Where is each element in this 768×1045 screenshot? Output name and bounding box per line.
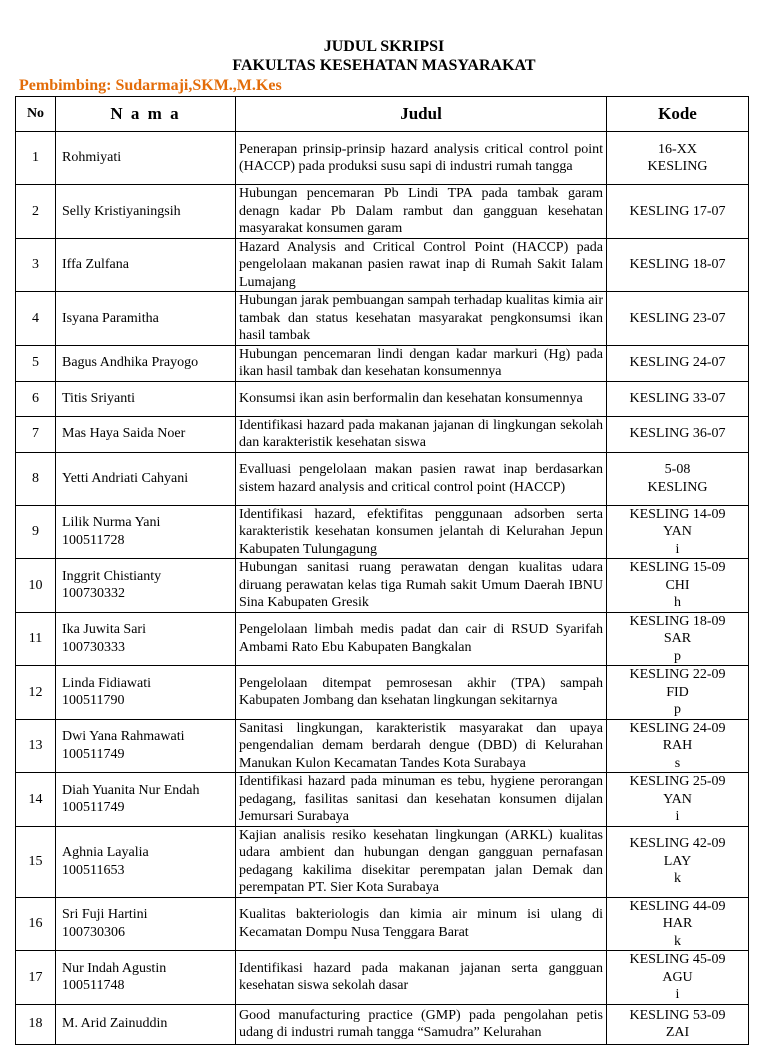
code-line-1: 5-08 <box>664 462 691 477</box>
code-cell <box>607 416 749 452</box>
code-line-3: i <box>675 987 680 1002</box>
table-row <box>16 185 749 239</box>
thesis-title: Sanitasi lingkungan, karakteristik masyarakat dan upaya pengendalian demam berdarah dengue (DBD) di Kelurahan Manukan Kulon Kecamatan Tandes Kota Surabaya <box>236 719 607 773</box>
student-cell <box>56 416 236 452</box>
code-line-1: KESLING 15-09 <box>629 560 726 575</box>
student-cell <box>56 719 236 773</box>
student-name: Aghnia Layalia <box>62 845 149 860</box>
row-number: 9 <box>16 505 56 559</box>
code-cell <box>607 826 749 897</box>
thesis-table <box>15 96 749 1045</box>
code-line-3: s <box>674 755 681 771</box>
code-line-1: KESLING 33-07 <box>629 390 726 406</box>
document-title: JUDUL SKRIPSI <box>323 38 445 55</box>
row-number: 2 <box>16 185 56 239</box>
student-cell <box>56 185 236 239</box>
thesis-title: Identifikasi hazard pada makanan jajanan di lingkungan sekolah dan karakteristik kesehatan siswa <box>236 416 607 452</box>
thesis-title: Identifikasi hazard, efektifitas penggunaan adsorben serta karakteristik kesehatan konsumen jelantah di Kelurahan Jepun Kabupaten Tulungagung <box>236 505 607 559</box>
student-name: Linda Fidiawati <box>62 675 152 691</box>
thesis-title: Hubungan sanitasi ruang perawatan dengan kualitas udara diruang perawatan kelas tiga Rumah sakit Umum Daerah IBNU Sina Kabupaten Gresik <box>236 559 607 613</box>
thesis-title: Penerapan prinsip-prinsip hazard analysis critical control point (HACCP) pada produksi susu sapi di industri rumah tangga <box>236 132 607 185</box>
table-row <box>16 1004 749 1044</box>
code-line-1: 16-XX <box>658 141 697 157</box>
table-row <box>16 719 749 773</box>
code-line-3: p <box>674 702 681 717</box>
student-cell <box>56 951 236 1005</box>
student-name: M. Arid Zainuddin <box>62 1016 168 1032</box>
code-cell <box>607 666 749 720</box>
code-line-1: KESLING 53-09 <box>629 1007 726 1023</box>
student-name: Mas Haya Saida Noer <box>62 426 186 442</box>
student-name: Rohmiyati <box>62 150 122 166</box>
code-line-2: LAY <box>663 853 692 869</box>
student-cell <box>56 452 236 505</box>
row-number: 14 <box>16 773 56 827</box>
student-cell <box>56 345 236 381</box>
row-number: 17 <box>16 951 56 1005</box>
thesis-title: Good manufacturing practice (GMP) pada pengolahan petis udang di industri rumah tangga “Samudra” Kelurahan <box>236 1004 607 1044</box>
thesis-title: Konsumsi ikan asin berformalin dan kesehatan konsumennya <box>236 381 607 416</box>
table-row <box>16 292 749 346</box>
row-number: 18 <box>16 1004 56 1044</box>
code-line-2: HAR <box>662 916 693 931</box>
student-cell <box>56 1004 236 1044</box>
code-line-2: KESLING <box>647 159 708 174</box>
table-row <box>16 897 749 951</box>
code-line-1: KESLING 44-09 <box>629 898 726 914</box>
row-number: 12 <box>16 666 56 720</box>
code-line-1: KESLING 45-09 <box>629 952 726 967</box>
row-number: 4 <box>16 292 56 346</box>
student-name: Nur Indah Agustin <box>62 960 167 976</box>
code-cell <box>607 381 749 416</box>
code-line-1: KESLING 18-09 <box>629 613 726 629</box>
code-line-1: KESLING 25-09 <box>629 774 726 789</box>
table-row <box>16 345 749 381</box>
code-line-1: KESLING 36-07 <box>629 426 726 442</box>
row-number: 13 <box>16 719 56 773</box>
column-header-nama: N a m a <box>56 97 236 132</box>
code-line-2: YAN <box>663 791 692 807</box>
student-nim: 100730306 <box>62 924 125 940</box>
student-cell <box>56 559 236 613</box>
faculty-title: FAKULTAS KESEHATAN MASYARAKAT <box>232 57 536 74</box>
code-cell <box>607 951 749 1005</box>
thesis-title: Kajian analisis resiko kesehatan lingkungan (ARKL) kualitas udara ambient dan hubungan dengan gangguan pernafasan pedagang kakilima disekitar perempatan jalan Demak dan perempatan PT. Sier Kota Surabaya <box>236 826 607 897</box>
student-name: Diah Yuanita Nur Endah <box>62 782 200 798</box>
table-row <box>16 416 749 452</box>
code-line-1: KESLING 17-07 <box>629 203 726 219</box>
student-name: Yetti Andriati Cahyani <box>62 470 189 486</box>
row-number: 5 <box>16 345 56 381</box>
table-header-row <box>16 97 749 132</box>
row-number: 7 <box>16 416 56 452</box>
column-header-kode: Kode <box>607 97 749 132</box>
code-line-1: KESLING 18-07 <box>629 257 726 272</box>
code-line-3: k <box>674 871 681 887</box>
row-number: 16 <box>16 897 56 951</box>
code-line-2: CHI <box>665 577 690 593</box>
row-number: 11 <box>16 612 56 666</box>
column-header-judul: Judul <box>236 97 607 132</box>
table-row <box>16 505 749 559</box>
student-nim: 100511749 <box>62 746 125 762</box>
code-cell <box>607 612 749 666</box>
row-number: 10 <box>16 559 56 613</box>
code-cell <box>607 185 749 239</box>
student-name: Inggrit Chistianty <box>62 568 162 584</box>
code-cell <box>607 452 749 505</box>
code-line-2: SAR <box>663 631 692 646</box>
code-cell <box>607 773 749 827</box>
row-number: 8 <box>16 452 56 505</box>
student-name: Selly Kristiyaningsih <box>62 203 181 219</box>
student-name: Isyana Paramitha <box>62 310 159 326</box>
thesis-title: Kualitas bakteriologis dan kimia air minum isi ulang di Kecamatan Dompu Nusa Tenggara Barat <box>236 897 607 951</box>
student-nim: 100730332 <box>62 586 125 602</box>
code-line-1: KESLING 24-07 <box>629 355 726 371</box>
code-cell <box>607 238 749 292</box>
code-line-1: KESLING 23-07 <box>629 310 726 326</box>
code-line-2: ZAI <box>665 1025 690 1040</box>
code-line-3: h <box>674 595 681 610</box>
student-cell <box>56 381 236 416</box>
table-row <box>16 238 749 292</box>
thesis-title: Identifikasi hazard pada minuman es tebu, hygiene perorangan pedagang, fasilitas sanitasi dan kesehatan konsumen dijalan Jemursari Surabaya <box>236 773 607 827</box>
student-nim: 100730333 <box>62 639 125 655</box>
thesis-title: Evalluasi pengelolaan makan pasien rawat inap berdasarkan sistem hazard analysis and critical control point (HACCP) <box>236 452 607 505</box>
supervisor-label: Pembimbing: Sudarmaji,SKM.,M.Kes <box>19 77 282 94</box>
code-cell <box>607 897 749 951</box>
code-line-3: i <box>675 809 680 824</box>
thesis-title: Hubungan pencemaran Pb Lindi TPA pada tambak garam denagn kadar Pb Dalam rambut dan gangguan kesehatan masyarakat konsumen garam <box>236 185 607 239</box>
code-line-1: KESLING 42-09 <box>629 836 726 852</box>
code-line-2: RAH <box>662 738 693 753</box>
code-line-3: p <box>674 648 681 664</box>
student-cell <box>56 505 236 559</box>
student-name: Ika Juwita Sari <box>62 622 146 638</box>
thesis-title: Pengelolaan ditempat pemrosesan akhir (TPA) sampah Kabupaten Jombang dan ksehatan lingkungan sekitarnya <box>236 666 607 720</box>
student-nim: 100511748 <box>62 978 125 994</box>
student-cell <box>56 826 236 897</box>
table-row <box>16 826 749 897</box>
column-header-no: No <box>16 97 56 132</box>
code-cell <box>607 132 749 185</box>
code-line-2: YAN <box>663 524 692 539</box>
code-cell <box>607 559 749 613</box>
student-name: Iffa Zulfana <box>62 257 129 272</box>
table-row <box>16 951 749 1005</box>
student-nim: 100511749 <box>62 800 125 816</box>
student-cell <box>56 132 236 185</box>
code-line-2: AGU <box>662 969 693 985</box>
row-number: 6 <box>16 381 56 416</box>
table-row <box>16 132 749 185</box>
code-cell <box>607 292 749 346</box>
table-row <box>16 559 749 613</box>
student-nim: 100511653 <box>62 862 125 878</box>
row-number: 1 <box>16 132 56 185</box>
thesis-title: Identifikasi hazard pada makanan jajanan serta gangguan kesehatan siswa sekolah dasar <box>236 951 607 1005</box>
row-number: 15 <box>16 826 56 897</box>
student-cell <box>56 238 236 292</box>
code-cell <box>607 1004 749 1044</box>
table-row <box>16 773 749 827</box>
thesis-title: Hubungan pencemaran lindi dengan kadar markuri (Hg) pada ikan hasil tambak dan kesehatan konsumennya <box>236 345 607 381</box>
code-line-2: KESLING <box>647 479 708 495</box>
thesis-title: Hubungan jarak pembuangan sampah terhadap kualitas kimia air tambak dan status kesehatan masyarakat pengkonsumsi ikan hasil tambak <box>236 292 607 346</box>
code-line-1: KESLING 24-09 <box>629 720 726 736</box>
thesis-title: Pengelolaan limbah medis padat dan cair di RSUD Syarifah Ambami Rato Ebu Kabupaten Bangkalan <box>236 612 607 666</box>
code-line-1: KESLING 14-09 <box>629 506 726 522</box>
student-nim: 100511790 <box>62 693 125 709</box>
code-cell <box>607 505 749 559</box>
student-cell <box>56 773 236 827</box>
code-cell <box>607 719 749 773</box>
code-cell <box>607 345 749 381</box>
code-line-2: FID <box>666 684 689 700</box>
student-name: Sri Fuji Hartini <box>62 907 148 923</box>
student-nim: 100511728 <box>62 532 125 548</box>
student-name: Lilik Nurma Yani <box>62 515 161 531</box>
student-cell <box>56 897 236 951</box>
table-row <box>16 452 749 505</box>
thesis-title: Hazard Analysis and Critical Control Point (HACCP) pada pengelolaan makanan pasien rawat inap di Rumah Sakit Ialam Lumajang <box>236 238 607 292</box>
student-cell <box>56 612 236 666</box>
table-row <box>16 612 749 666</box>
student-name: Titis Sriyanti <box>62 390 136 406</box>
student-name: Dwi Yana Rahmawati <box>62 729 185 745</box>
code-line-3: i <box>675 541 680 557</box>
row-number: 3 <box>16 238 56 292</box>
table-row <box>16 666 749 720</box>
student-cell <box>56 292 236 346</box>
student-name: Bagus Andhika Prayogo <box>62 355 199 371</box>
table-row <box>16 381 749 416</box>
code-line-1: KESLING 22-09 <box>629 667 726 682</box>
student-cell <box>56 666 236 720</box>
code-line-3: k <box>674 933 681 949</box>
